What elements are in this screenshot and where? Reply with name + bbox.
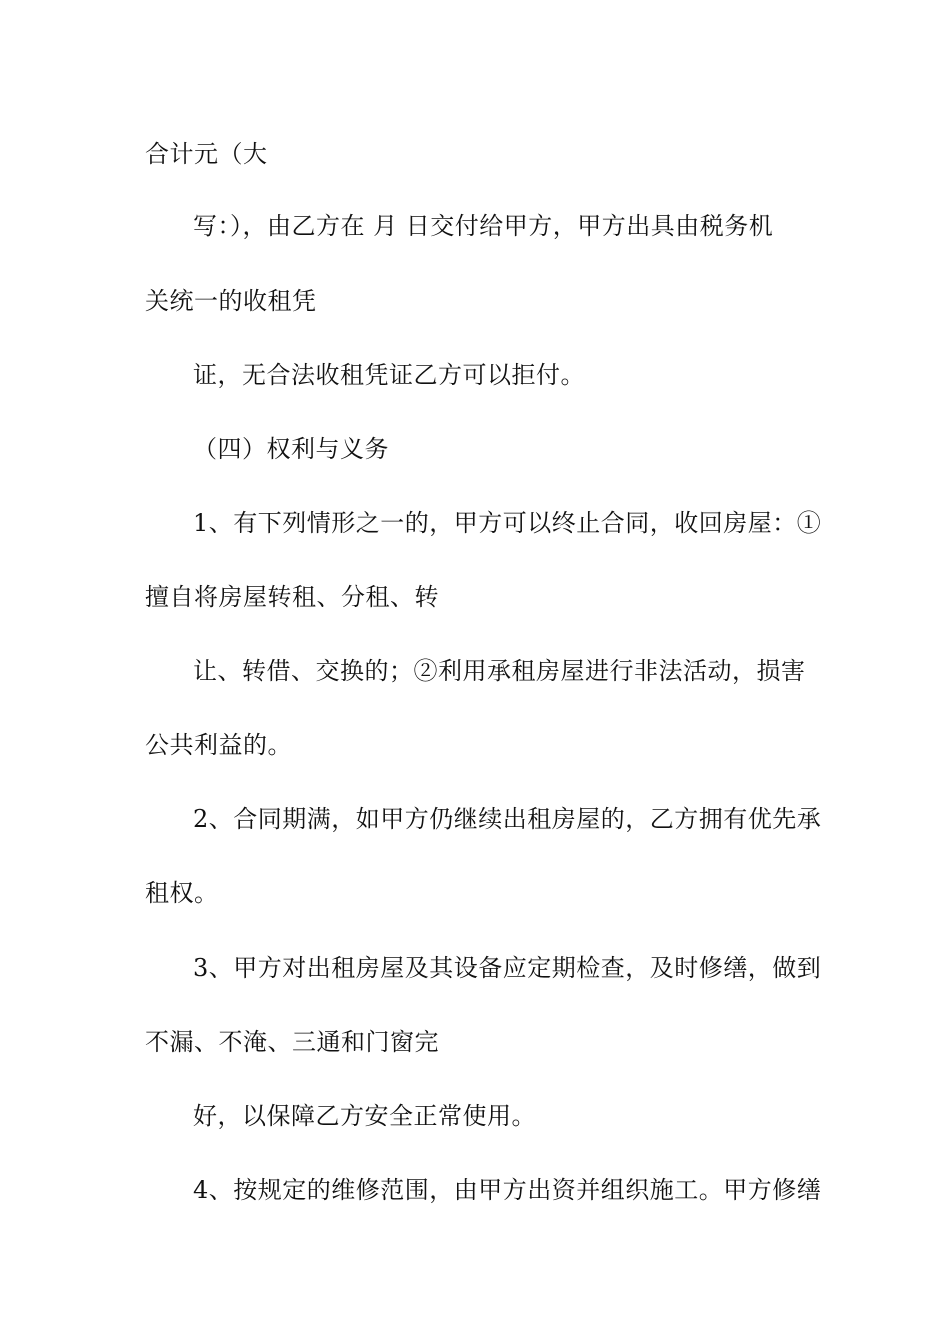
text-line: 2、合同期满，如甲方仍继续出租房屋的，乙方拥有优先承 <box>193 805 822 833</box>
text-line: 租权。 <box>145 879 219 907</box>
text-line: 4、按规定的维修范围，由甲方出资并组织施工。甲方修缮 <box>193 1176 822 1204</box>
text-line: 关统一的收租凭 <box>145 287 317 315</box>
text-line: 好，以保障乙方安全正常使用。 <box>193 1102 536 1130</box>
section-heading: （四）权利与义务 <box>193 435 389 463</box>
text-line: 擅自将房屋转租、分租、转 <box>145 583 439 611</box>
text-line: 证，无合法收租凭证乙方可以拒付。 <box>193 361 585 389</box>
text-line: 不漏、不淹、三通和门窗完 <box>145 1028 439 1056</box>
text-line: 写：），由乙方在 月 日交付给甲方，甲方出具由税务机 <box>193 212 774 240</box>
text-line: 1、有下列情形之一的，甲方可以终止合同，收回房屋：① <box>193 509 822 537</box>
text-line: 3、甲方对出租房屋及其设备应定期检查，及时修缮，做到 <box>193 954 822 982</box>
text-line: 合计元（大 <box>145 140 268 168</box>
text-line: 让、转借、交换的；②利用承租房屋进行非法活动，损害 <box>193 657 806 685</box>
text-line: 公共利益的。 <box>145 731 292 759</box>
